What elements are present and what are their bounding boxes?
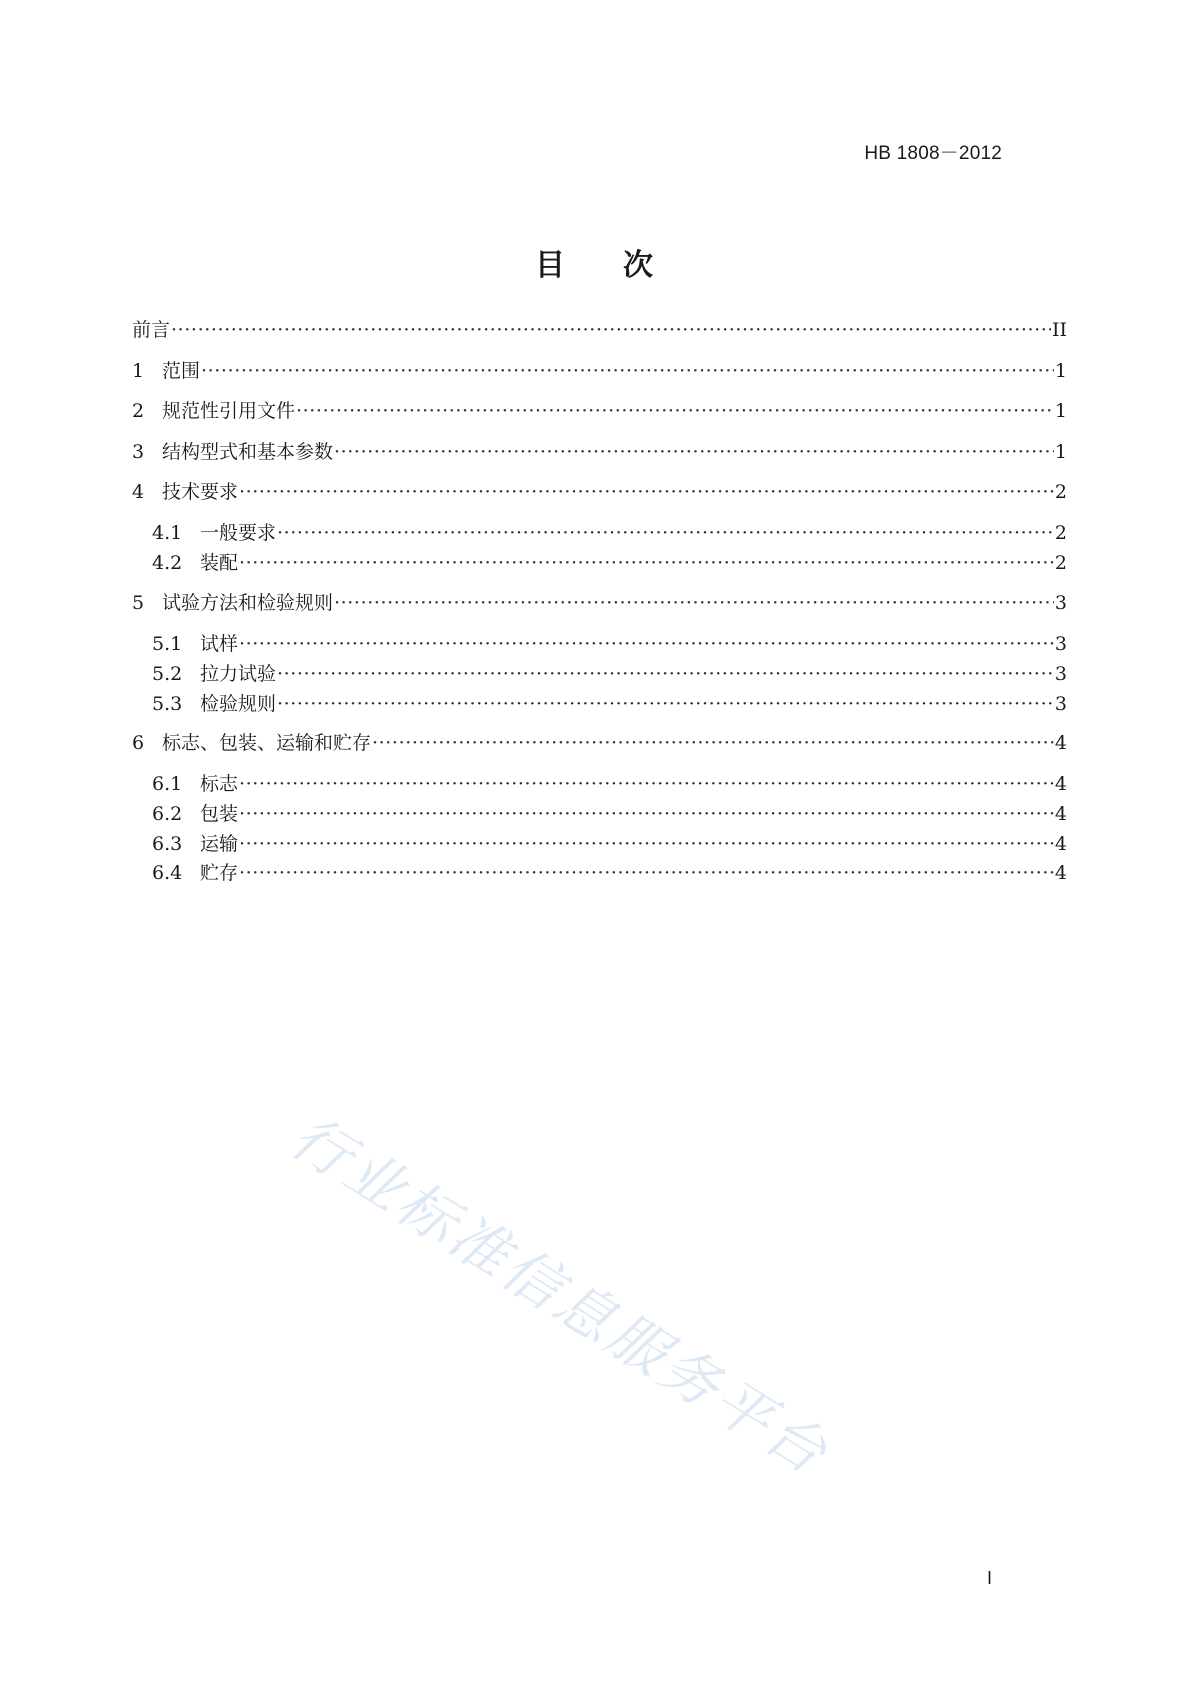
- toc-entry-number: 6: [132, 732, 145, 754]
- toc-entry-number: 5: [132, 592, 145, 614]
- toc-entry-title: 范围: [162, 360, 201, 382]
- toc-title-part-2: 次: [623, 248, 655, 283]
- dot-leader: [239, 802, 1054, 826]
- toc-entry-number: 6.3: [152, 833, 183, 855]
- dot-leader: [239, 480, 1054, 504]
- page-number: I: [986, 1568, 992, 1588]
- toc-entry-title: 标志: [200, 773, 239, 795]
- toc-entry-number: 4.1: [152, 522, 183, 544]
- toc-title-part-1: 目: [535, 248, 567, 283]
- toc-entry-number: 5.3: [152, 693, 183, 715]
- dot-leader: [239, 632, 1054, 656]
- toc-entry-4-2[interactable]: [152, 551, 1067, 575]
- toc-entry-title: 检验规则: [200, 693, 277, 715]
- toc-entry-title: 试验方法和检验规则: [162, 592, 334, 614]
- toc-entry-number: 6.4: [152, 862, 183, 884]
- toc-entry-page: 3: [1054, 693, 1067, 715]
- dot-leader: [296, 399, 1054, 423]
- watermark: 行业标准信息服务平台: [279, 1102, 842, 1489]
- toc-entry-page: 1: [1054, 360, 1067, 382]
- toc-entry-page: 2: [1054, 481, 1067, 503]
- toc-entry-6-1[interactable]: [152, 772, 1067, 796]
- toc-entry-number: 5.2: [152, 663, 183, 685]
- toc-entry-title: 包装: [200, 803, 239, 825]
- toc-entry-5-2[interactable]: [152, 662, 1067, 686]
- toc-entry-page: 1: [1054, 441, 1067, 463]
- toc-entry-page: 2: [1054, 522, 1067, 544]
- toc-entry-1[interactable]: [132, 359, 1067, 383]
- toc-entry-page: II: [1051, 319, 1067, 341]
- toc-entry-title: 运输: [200, 833, 239, 855]
- document-code: HB 1808－2012: [864, 143, 1002, 164]
- dot-leader: [277, 521, 1054, 545]
- dot-leader: [277, 692, 1054, 716]
- toc-entry-5-3[interactable]: [152, 692, 1067, 716]
- table-of-contents: [132, 0, 1067, 1684]
- dot-leader: [334, 591, 1054, 615]
- toc-entry-number: 2: [132, 400, 145, 422]
- toc-entry-6[interactable]: [132, 731, 1067, 755]
- toc-entry-page: 3: [1054, 633, 1067, 655]
- toc-entry-page: 4: [1054, 833, 1067, 855]
- dot-leader: [334, 440, 1054, 464]
- toc-entry-title: 标志、包装、运输和贮存: [162, 732, 372, 754]
- toc-entry-title: 规范性引用文件: [162, 400, 296, 422]
- toc-entry-number: 3: [132, 441, 145, 463]
- toc-entry-number: 4: [132, 481, 145, 503]
- dot-leader: [372, 731, 1054, 755]
- toc-entry-title: 试样: [200, 633, 239, 655]
- toc-entry-5[interactable]: [132, 591, 1067, 615]
- toc-entry-number: 6.2: [152, 803, 183, 825]
- toc-entry-6-4[interactable]: [152, 861, 1067, 885]
- toc-entry-title: 技术要求: [162, 481, 239, 503]
- toc-entry-5-1[interactable]: [152, 632, 1067, 656]
- toc-entry-title: 装配: [200, 552, 239, 574]
- toc-entry-page: 4: [1054, 732, 1067, 754]
- toc-entry-number: 6.1: [152, 773, 183, 795]
- dot-leader: [239, 861, 1054, 885]
- toc-entry-page: 4: [1054, 862, 1067, 884]
- toc-entry-title: 结构型式和基本参数: [162, 441, 334, 463]
- dot-leader: [171, 318, 1051, 342]
- toc-entry-4[interactable]: [132, 480, 1067, 504]
- dot-leader: [239, 832, 1054, 856]
- toc-entry-page: 1: [1054, 400, 1067, 422]
- dot-leader: [239, 551, 1054, 575]
- toc-entry-page: 3: [1054, 663, 1067, 685]
- toc-entry-number: 5.1: [152, 633, 183, 655]
- toc-entry-2[interactable]: [132, 399, 1067, 423]
- toc-entry-page: 4: [1054, 773, 1067, 795]
- dot-leader: [239, 772, 1054, 796]
- toc-entry-title: 拉力试验: [200, 663, 277, 685]
- toc-entry-3[interactable]: [132, 440, 1067, 464]
- toc-entry-title: 前言: [132, 319, 171, 341]
- toc-entry-foreword[interactable]: [132, 318, 1067, 342]
- toc-entry-number: 4.2: [152, 552, 183, 574]
- toc-entry-number: 1: [132, 360, 145, 382]
- toc-entry-title: 贮存: [200, 862, 239, 884]
- toc-entry-4-1[interactable]: [152, 521, 1067, 545]
- dot-leader: [277, 662, 1054, 686]
- toc-entry-6-2[interactable]: [152, 802, 1067, 826]
- toc-entry-title: 一般要求: [200, 522, 277, 544]
- toc-entry-page: 3: [1054, 592, 1067, 614]
- toc-entry-page: 2: [1054, 552, 1067, 574]
- dot-leader: [201, 359, 1054, 383]
- toc-entry-6-3[interactable]: [152, 832, 1067, 856]
- toc-entry-page: 4: [1054, 803, 1067, 825]
